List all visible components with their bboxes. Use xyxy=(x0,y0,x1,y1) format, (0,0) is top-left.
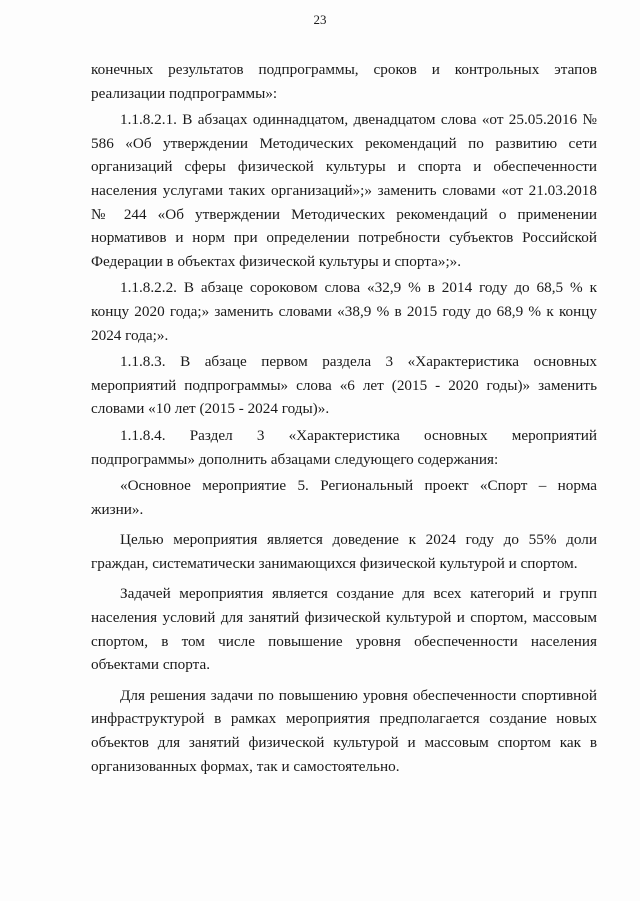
paragraph-1-1-8-2-1: 1.1.8.2.1. В абзацах одиннадцатом, двенадцатом слова «от 25.05.2016 № 586 «Об утверждении Методических рекомендаций по развитию сети организаций сферы физической культуры и спорта и обеспеченности населения услугами таких организаций»;» заменить словами «от 21.03.2018 № 244 «Об утверждении Методических рекомендаций о применении нормативов и норм при определении потребности субъектов Российской Федерации в объектах физической культуры и спорта»;». xyxy=(91,111,597,270)
paragraph-1-1-8-4: 1.1.8.4. Раздел 3 «Характеристика основных мероприятий подпрограммы» дополнить абзацами следующего содержания: xyxy=(91,426,597,468)
paragraph-event-goal: Целью мероприятия является доведение к 2024 году до 55% доли граждан, систематически занимающихся физической культурой и спортом. xyxy=(91,531,597,572)
paragraph-1-1-8-3: 1.1.8.3. В абзаце первом раздела 3 «Характеристика основных мероприятий подпрограммы» слова «6 лет (2015 - 2020 годы)» заменить словами «10 лет (2015 - 2024 годы)». xyxy=(91,353,597,418)
paragraph-main-event-5: «Основное мероприятие 5. Региональный проект «Спорт – норма жизни». xyxy=(91,477,597,518)
document-body xyxy=(91,58,597,778)
paragraph-event-task: Задачей мероприятия является создание для всех категорий и групп населения условий для занятий физической культурой и спортом, массовым спортом, в том числе повышение уровня обеспеченности населения объектами спорта. xyxy=(91,585,597,674)
paragraph-continuation: конечных результатов подпрограммы, сроков и контрольных этапов реализации подпрограммы»: xyxy=(91,61,597,102)
paragraph-infrastructure: Для решения задачи по повышению уровня обеспеченности спортивной инфраструктурой в рамках мероприятия предполагается создание новых объектов для занятий физической культурой и массовым спортом как в организованных формах, так и самостоятельно. xyxy=(91,686,597,775)
paragraph-1-1-8-2-2: 1.1.8.2.2. В абзаце сороковом слова «32,9 % в 2014 году до 68,5 % к концу 2020 года;» заменить словами «38,9 % в 2015 году до 68,9 % к концу 2024 года;». xyxy=(91,279,597,344)
page-number: 23 xyxy=(313,12,327,27)
